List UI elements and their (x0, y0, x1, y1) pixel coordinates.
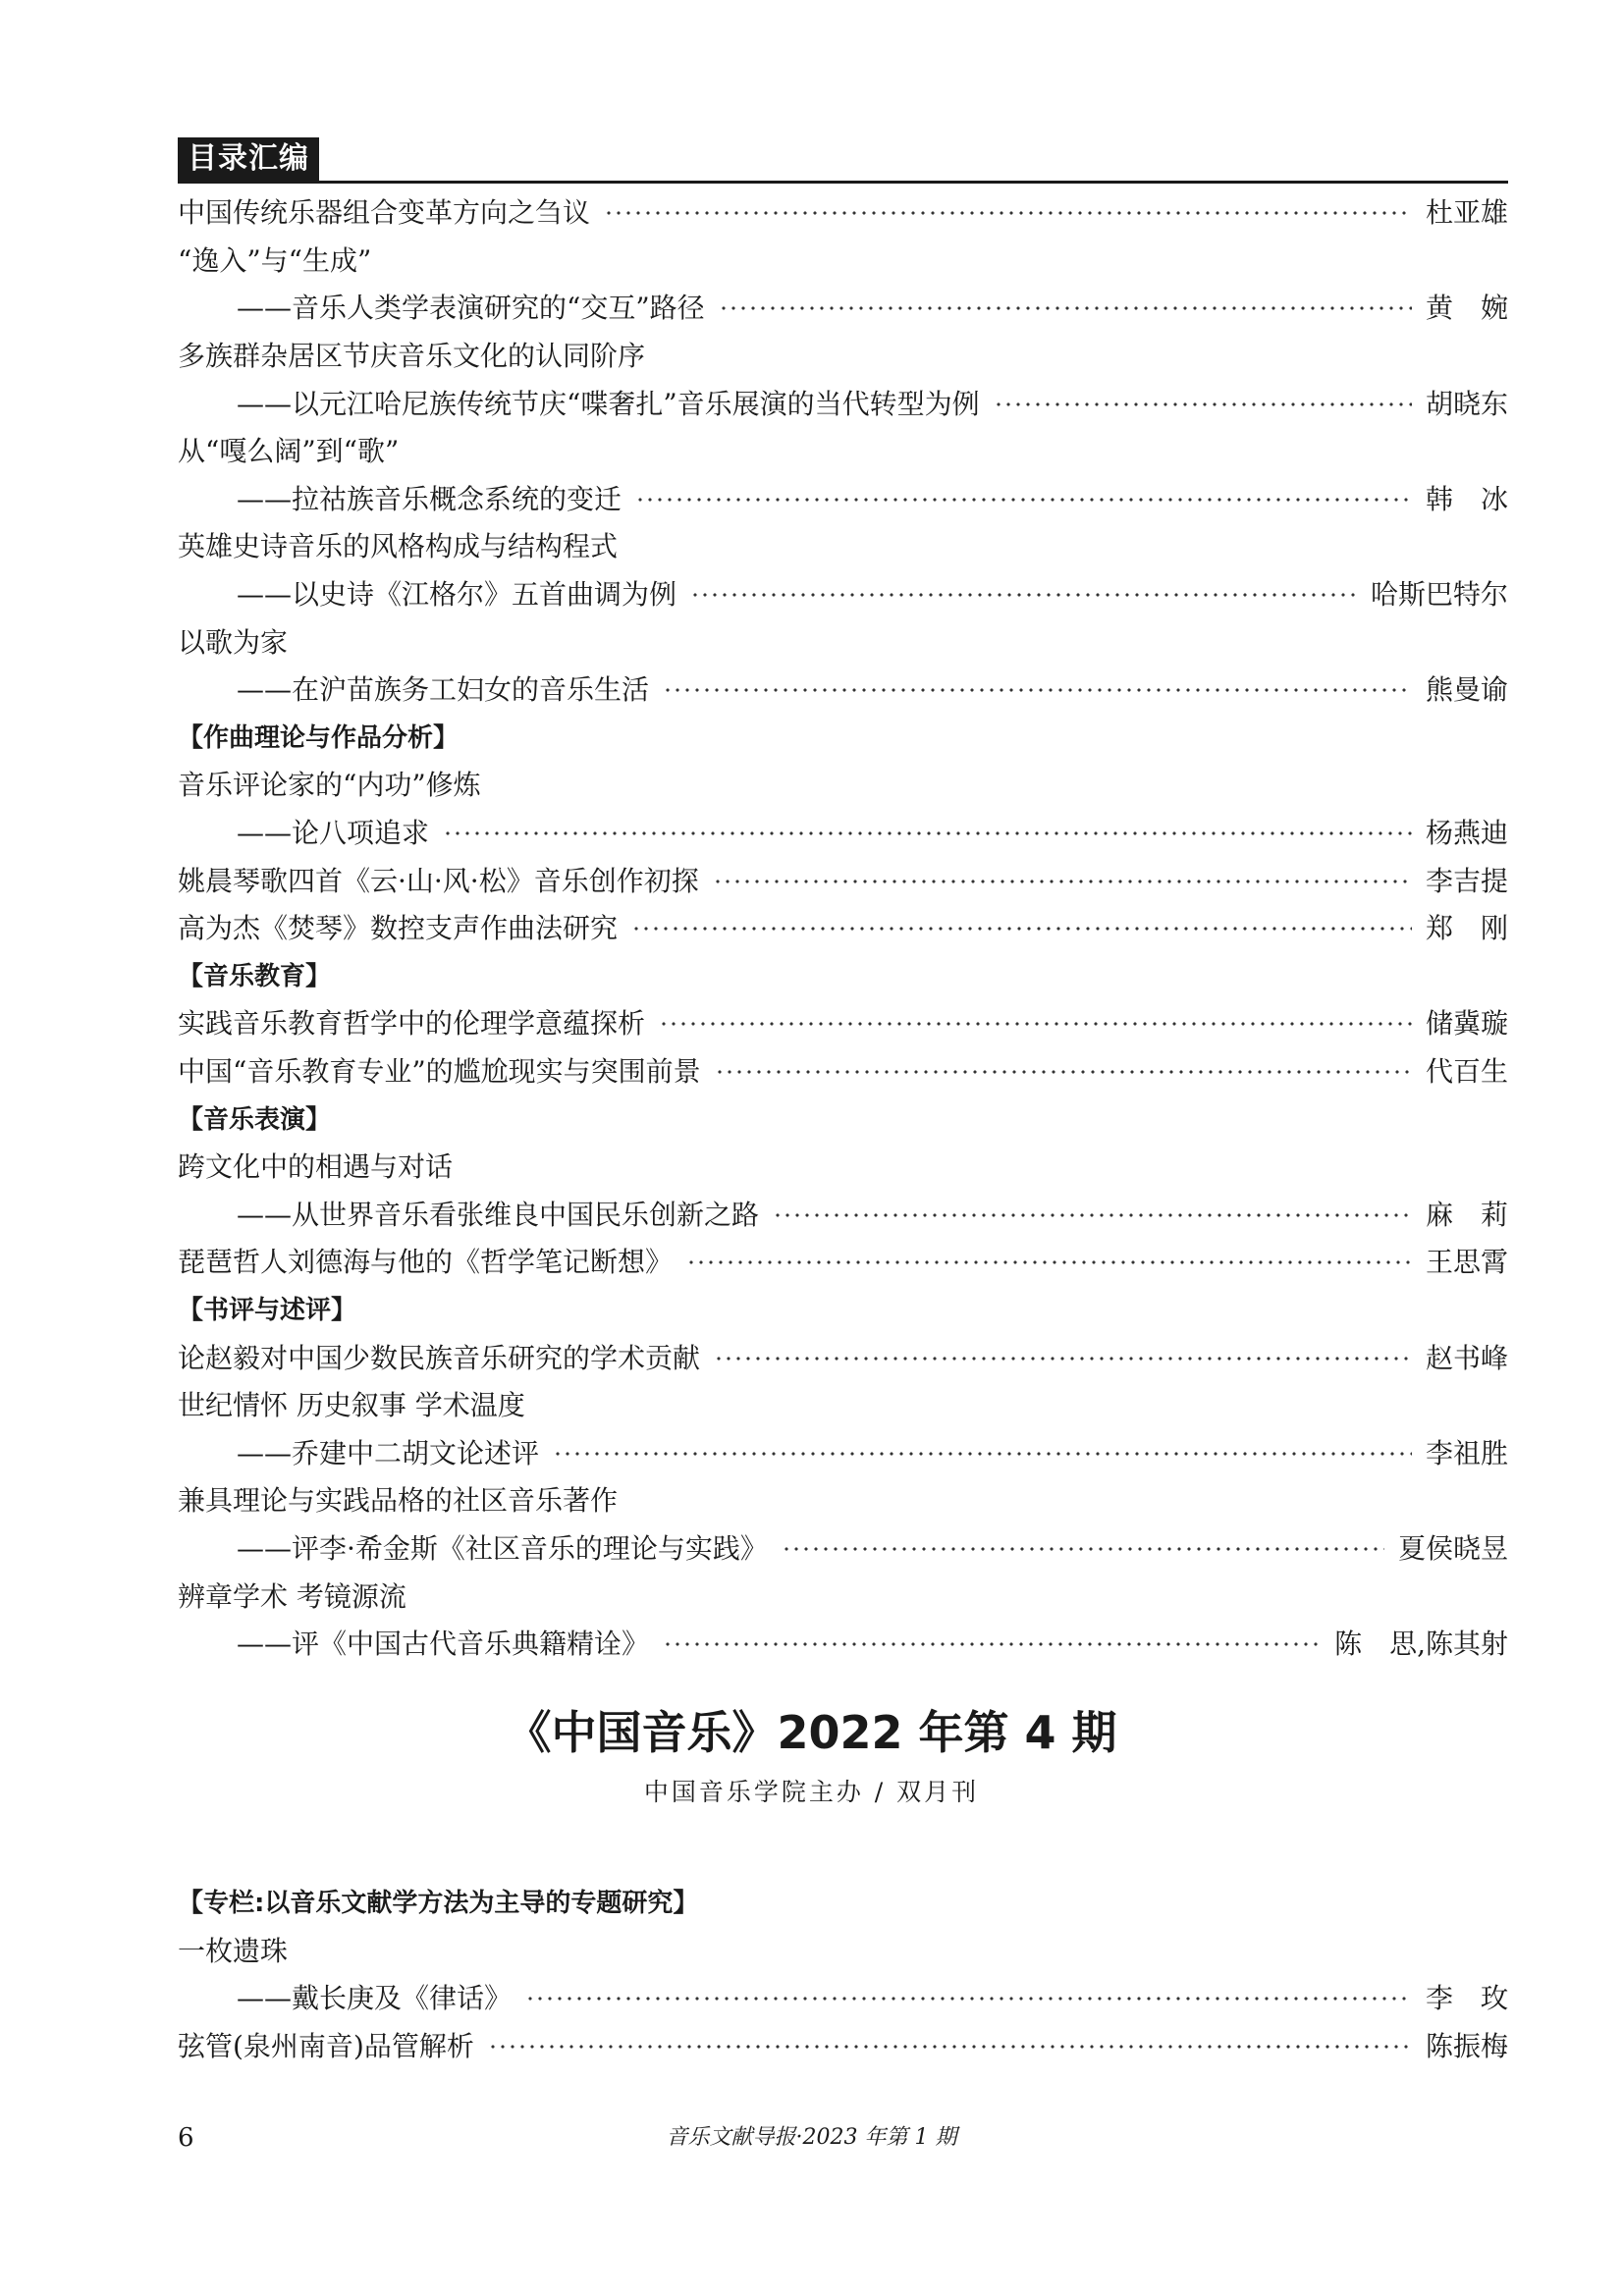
category-title: 【音乐教育】 (178, 961, 332, 991)
toc-entry (178, 667, 1508, 715)
entry-title: 英雄史诗音乐的风格构成与结构程式 (178, 530, 619, 563)
entry-author: 夏侯晓昱 (1397, 1531, 1508, 1565)
entry-title: 中国传统乐器组合变革方向之刍议 (178, 196, 591, 230)
entry-title: 弦管(泉州南音)品管解析 (178, 2030, 474, 2063)
entry-author: 代百生 (1425, 1054, 1508, 1088)
entry-title: ——论八项追求 (237, 817, 430, 850)
toc-entry (178, 1573, 1508, 1621)
entry-title: ——从世界音乐看张维良中国民乐创新之路 (237, 1198, 760, 1231)
toc-entry (178, 476, 1508, 524)
dot-leader (773, 1213, 1412, 1217)
entry-title: 琵琶哲人刘德海与他的《哲学笔记断想》 (178, 1246, 674, 1279)
dot-leader (686, 1260, 1412, 1264)
dot-leader (690, 593, 1357, 597)
entry-author: 陈振梅 (1425, 2030, 1508, 2063)
toc-entry (178, 1334, 1508, 1382)
dot-leader (553, 1452, 1412, 1456)
entry-title: 多族群杂居区节庆音乐文化的认同阶序 (178, 340, 646, 373)
toc-entry (178, 1191, 1508, 1239)
dot-leader (525, 1997, 1412, 2001)
toc-entry (178, 1144, 1508, 1192)
category-title: 【音乐表演】 (178, 1104, 332, 1135)
toc-entry (178, 189, 1508, 238)
toc-category (178, 953, 1508, 1001)
toc-entry (178, 333, 1508, 381)
toc-category (178, 1880, 1508, 1928)
toc-entry (178, 1239, 1508, 1287)
entry-title: 从“嘎么阔”到“歌” (178, 435, 400, 468)
entry-author: 李 玫 (1425, 1982, 1508, 2015)
toc-entry (178, 810, 1508, 858)
toc-category (178, 1095, 1508, 1144)
toc-entry (178, 238, 1508, 286)
entry-title: ——乔建中二胡文论述评 (237, 1436, 540, 1469)
entry-author: 陈 思,陈其射 (1334, 1628, 1508, 1661)
toc-entry (178, 1621, 1508, 1669)
toc-entry (178, 2023, 1508, 2071)
dot-leader (719, 306, 1412, 310)
entry-title: ——评《中国古代音乐典籍精诠》 (237, 1628, 650, 1661)
toc-entry (178, 380, 1508, 428)
entry-author: 赵书峰 (1425, 1341, 1508, 1374)
issue-title: 《中国音乐》2022 年第 4 期 (506, 1706, 1117, 1759)
toc-category (178, 1287, 1508, 1335)
dot-leader (443, 831, 1412, 835)
entry-title: 一枚遗珠 (178, 1934, 289, 1967)
category-title: 【书评与述评】 (178, 1295, 357, 1325)
entry-title: 兼具理论与实践品格的社区音乐著作 (178, 1484, 619, 1518)
entry-author: 储冀璇 (1425, 1007, 1508, 1041)
toc-entry (178, 571, 1508, 619)
toc-entry (178, 905, 1508, 953)
entry-title: 以歌为家 (178, 625, 289, 659)
toc-list-bottom (178, 1880, 1508, 2070)
entry-author: 杨燕迪 (1425, 817, 1508, 850)
entry-author: 哈斯巴特尔 (1370, 578, 1508, 612)
entry-title: ——戴长庚及《律话》 (237, 1982, 513, 2015)
entry-title: “逸入”与“生成” (178, 243, 372, 277)
entry-title: ——以史诗《江格尔》五首曲调为例 (237, 578, 677, 612)
dot-leader (631, 927, 1412, 931)
toc-entry (178, 428, 1508, 476)
entry-author: 李祖胜 (1425, 1436, 1508, 1469)
entry-author: 麻 莉 (1425, 1198, 1508, 1231)
toc-list-top (178, 189, 1508, 1668)
dot-leader (782, 1547, 1384, 1551)
dot-leader (713, 880, 1412, 883)
entry-title: 跨文化中的相遇与对话 (178, 1150, 454, 1184)
entry-title: 实践音乐教育哲学中的伦理学意蕴探析 (178, 1007, 646, 1041)
entry-title: ——在沪苗族务工妇女的音乐生活 (237, 673, 650, 707)
entry-author: 王思霄 (1425, 1246, 1508, 1279)
entry-title: ——以元江哈尼族传统节庆“喋奢扎”音乐展演的当代转型为例 (237, 387, 980, 420)
toc-entry (178, 285, 1508, 333)
toc-entry (178, 1525, 1508, 1574)
entry-author: 黄 婉 (1425, 292, 1508, 325)
entry-author: 杜亚雄 (1425, 196, 1508, 230)
dot-leader (635, 498, 1412, 502)
entry-title: 论赵毅对中国少数民族音乐研究的学术贡献 (178, 1341, 701, 1374)
header-rule (178, 181, 1508, 184)
dot-leader (714, 1357, 1412, 1361)
category-title: 【专栏:以音乐文献学方法为主导的专题研究】 (178, 1889, 699, 1919)
toc-entry (178, 857, 1508, 905)
dot-leader (715, 1070, 1412, 1074)
entry-title: 中国“音乐教育专业”的尴尬现实与突围前景 (178, 1054, 701, 1088)
toc-entry (178, 523, 1508, 571)
entry-title: 辨章学术 考镜源流 (178, 1579, 406, 1613)
entry-title: ——评李·希金斯《社区音乐的理论与实践》 (237, 1531, 768, 1565)
entry-author: 熊曼谕 (1425, 673, 1508, 707)
dot-leader (604, 211, 1412, 215)
toc-entry (178, 762, 1508, 810)
section-header (178, 137, 1508, 185)
dot-leader (994, 402, 1412, 406)
footer-journal: 音乐文献导报·2023 年第 1 期 (666, 2125, 957, 2150)
entry-author: 郑 刚 (1425, 912, 1508, 945)
toc-entry (178, 1048, 1508, 1096)
toc-category (178, 715, 1508, 763)
entry-title: ——拉祜族音乐概念系统的变迁 (237, 482, 622, 515)
entry-title: 世纪情怀 历史叙事 学术温度 (178, 1389, 525, 1422)
dot-leader (488, 2045, 1412, 2049)
issue-subtitle: 中国音乐学院主办 / 双月刊 (643, 1778, 980, 1806)
section-header-label: 目录汇编 (178, 137, 319, 181)
toc-entry (178, 1975, 1508, 2023)
toc-entry (178, 1928, 1508, 1976)
entry-title: 高为杰《焚琴》数控支声作曲法研究 (178, 912, 619, 945)
category-title: 【作曲理论与作品分析】 (178, 722, 460, 753)
entry-title: 音乐评论家的“内功”修炼 (178, 769, 481, 802)
entry-author: 李吉提 (1425, 864, 1508, 897)
page-number: 6 (178, 2123, 194, 2153)
dot-leader (663, 688, 1412, 692)
toc-entry (178, 1382, 1508, 1430)
dot-leader (663, 1642, 1321, 1646)
entry-author: 胡晓东 (1425, 387, 1508, 420)
toc-entry (178, 1477, 1508, 1525)
toc-entry (178, 618, 1508, 667)
entry-title: ——音乐人类学表演研究的“交互”路径 (237, 292, 705, 325)
entry-title: 姚晨琴歌四首《云·山·风·松》音乐创作初探 (178, 864, 699, 897)
entry-author: 韩 冰 (1425, 482, 1508, 515)
dot-leader (659, 1022, 1412, 1026)
toc-entry (178, 1429, 1508, 1477)
toc-entry (178, 1000, 1508, 1048)
